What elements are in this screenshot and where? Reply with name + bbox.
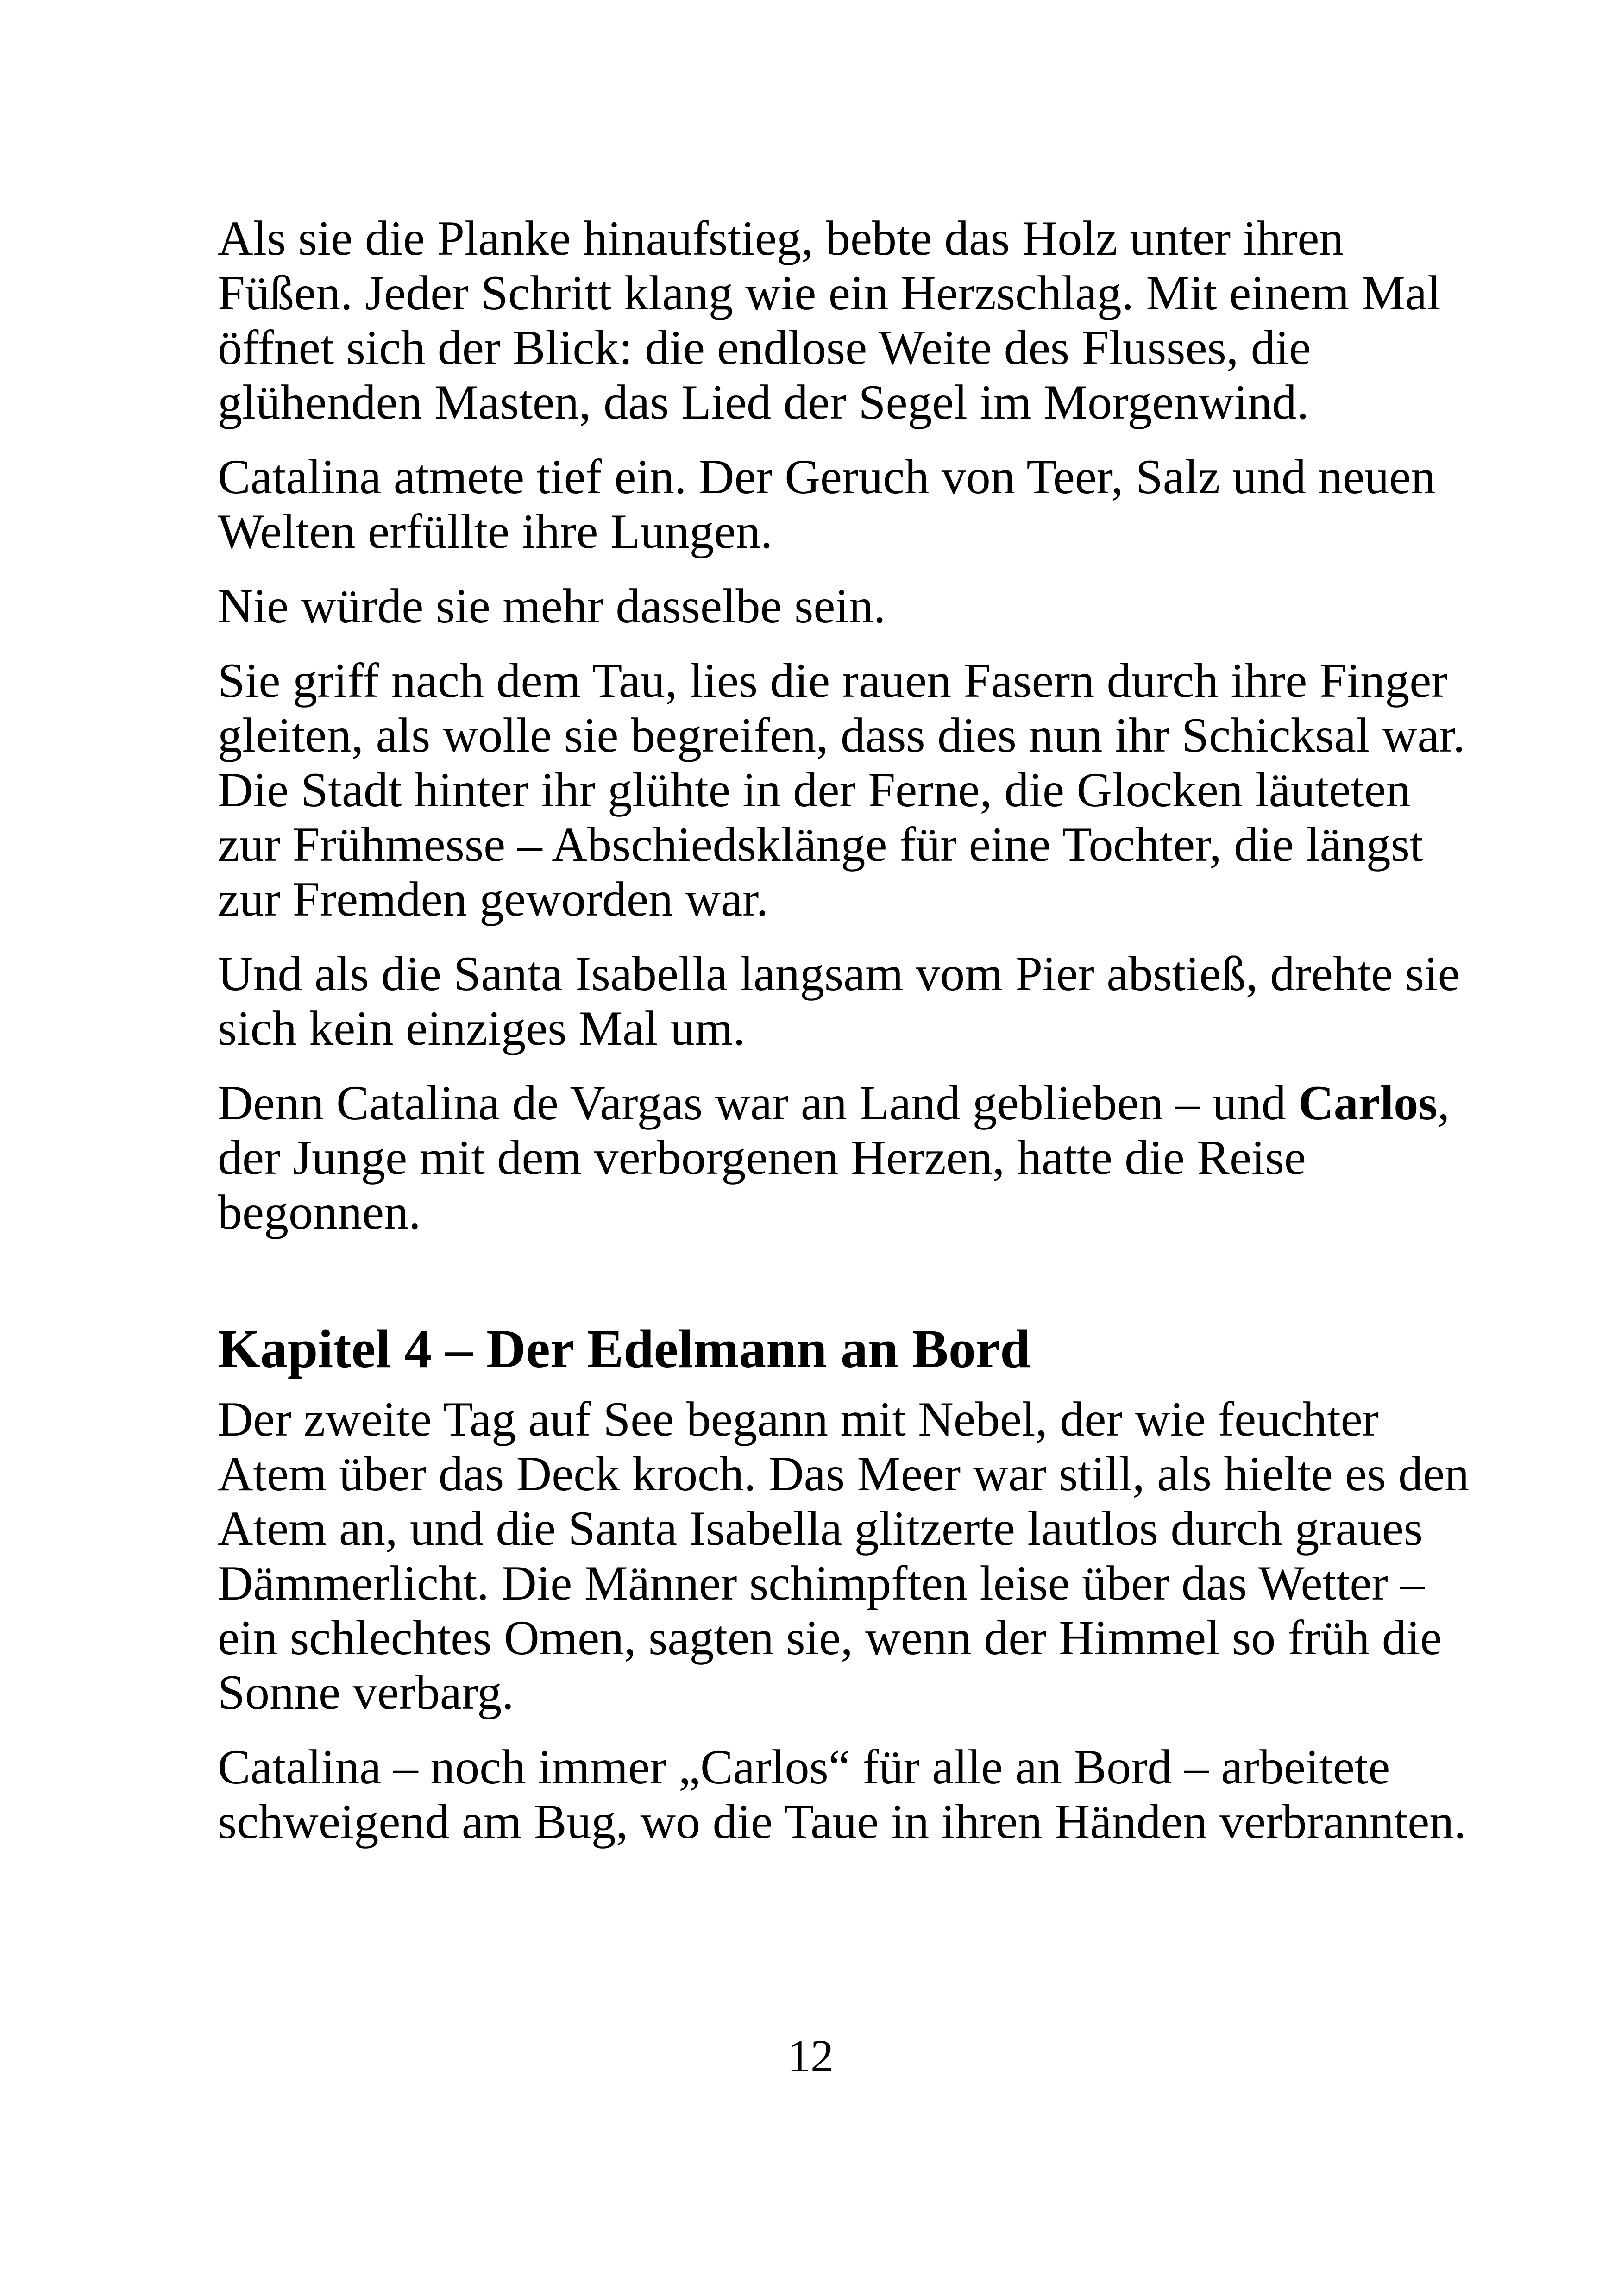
text-line: Welten erfüllte ihre Lungen.	[218, 504, 773, 558]
text-line: Catalina atmete tief ein. Der Geruch von Teer, Salz und neuen	[218, 450, 1436, 504]
text-line: Nie würde sie mehr dasselbe sein.	[218, 579, 886, 633]
text-line: Catalina – noch immer „Carlos“ für alle an Bord – arbeitete	[218, 1740, 1390, 1794]
text-line: sich kein einziges Mal um.	[218, 1001, 746, 1055]
text-run: Denn Catalina de Vargas war an Land geblieben – und	[218, 1076, 1299, 1130]
text-line: Füßen. Jeder Schritt klang wie ein Herzschlag. Mit einem Mal	[218, 266, 1441, 320]
text-line: Atem an, und die Santa Isabella glitzerte lautlos durch graues	[218, 1501, 1423, 1556]
text-line: begonnen.	[218, 1185, 421, 1239]
text-line: zur Frühmesse – Abschiedsklänge für eine Tochter, die längst	[218, 817, 1424, 872]
text-line: schweigend am Bug, wo die Taue in ihren Händen verbrannten.	[218, 1794, 1466, 1849]
text-line: glühenden Masten, das Lied der Segel im Morgenwind.	[218, 375, 1309, 429]
text-line: Dämmerlicht. Die Männer schimpften leise über das Wetter –	[218, 1556, 1425, 1610]
text-line: Sie griff nach dem Tau, lies die rauen Fasern durch ihre Finger	[218, 653, 1448, 708]
text-line: öffnet sich der Blick: die endlose Weite des Flusses, die	[218, 320, 1311, 375]
paragraph-bug	[218, 1740, 1466, 1849]
text-line: der Junge mit dem verborgenen Herzen, hatte die Reise	[218, 1130, 1306, 1185]
text-line	[218, 1076, 1450, 1130]
paragraph-nie	[218, 579, 1431, 634]
text-line: zur Fremden geworden war.	[218, 872, 769, 926]
paragraph-nebel	[218, 1392, 1470, 1720]
text-line: Der zweite Tag auf See begann mit Nebel, der wie feuchter	[218, 1392, 1379, 1446]
text-line: gleiten, als wolle sie begreifen, dass dies nun ihr Schicksal war.	[218, 708, 1465, 762]
paragraph-carlos	[218, 1076, 1450, 1240]
text-line: Die Stadt hinter ihr glühte in der Ferne, die Glocken läuteten	[218, 763, 1411, 817]
text-line: Atem über das Deck kroch. Das Meer war still, als hielte es den	[218, 1447, 1470, 1501]
chapter-heading: Kapitel 4 – Der Edelmann an Bord	[218, 1318, 1030, 1379]
text-line: Als sie die Planke hinaufstieg, bebte das Holz unter ihren	[218, 211, 1344, 265]
paragraph-atmete	[218, 450, 1436, 559]
text-run: ,	[1437, 1076, 1450, 1130]
paragraph-planke	[218, 211, 1441, 430]
text-line: ein schlechtes Omen, sagten sie, wenn der Himmel so früh die	[218, 1611, 1442, 1665]
paragraph-tau	[218, 653, 1465, 927]
page-number: 12	[787, 2030, 834, 2082]
paragraph-pier	[218, 947, 1460, 1056]
section-1-text	[218, 211, 1465, 1260]
text-line: Und als die Santa Isabella langsam vom Pier abstieß, drehte sie	[218, 947, 1460, 1001]
section-2-text	[218, 1392, 1470, 1869]
bold-name-carlos: Carlos	[1298, 1076, 1438, 1130]
text-line: Sonne verbarg.	[218, 1665, 514, 1719]
